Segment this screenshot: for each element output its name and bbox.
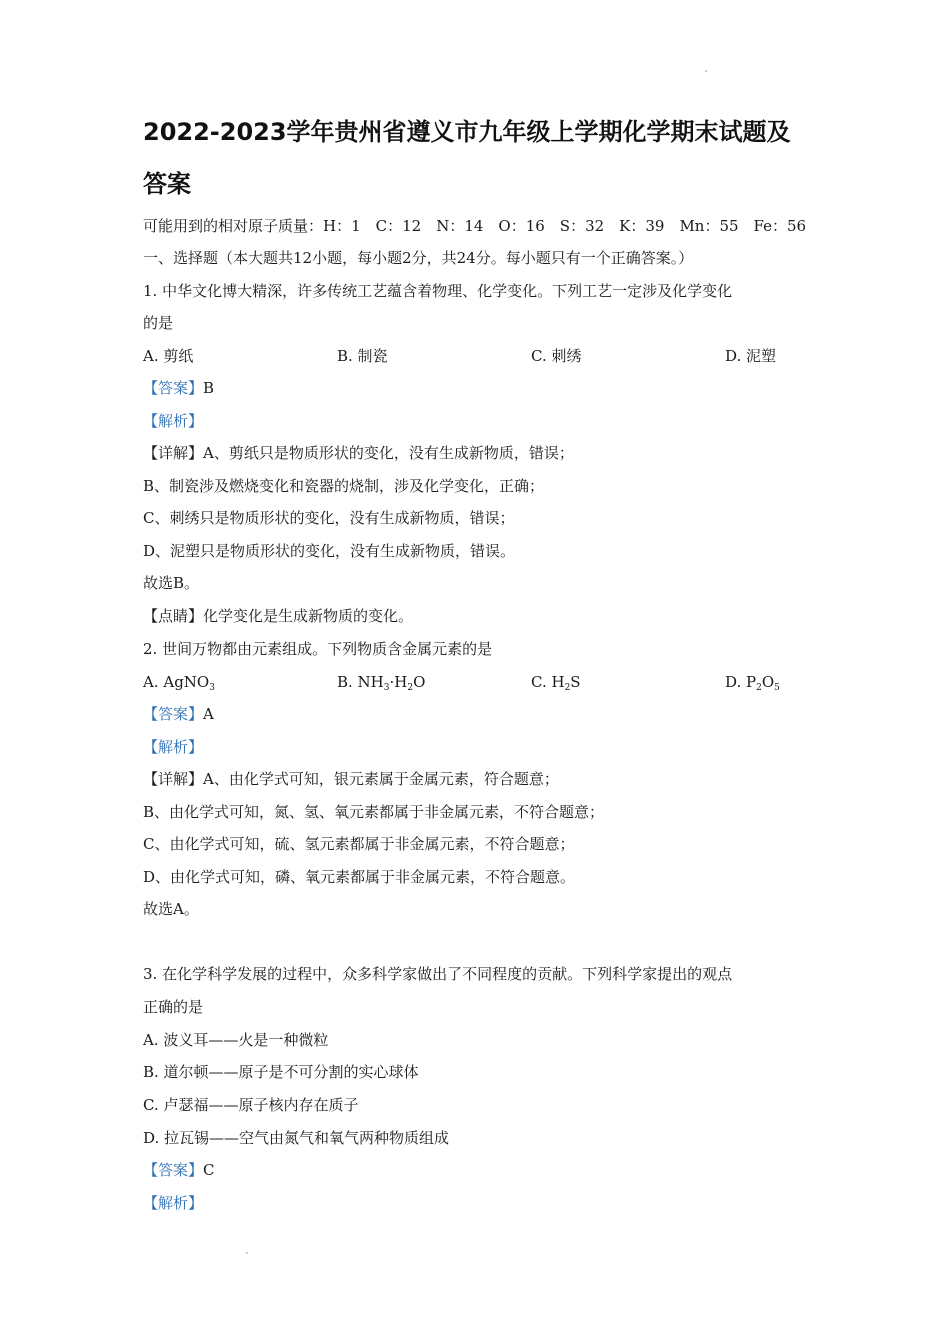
- q2-detail-a-text: A、由化学式可知，银元素属于金属元素，符合题意；: [203, 770, 559, 788]
- q2-conclusion: 故选A。: [143, 900, 199, 918]
- q1-option-b: B. 制瓷: [337, 347, 388, 365]
- q1-comment-text: 化学变化是生成新物质的变化。: [203, 607, 414, 625]
- document-title: [143, 106, 823, 210]
- q2-option-a-text: A. AgNO: [143, 673, 210, 691]
- analysis-label: 【解析】: [143, 1194, 204, 1212]
- q2-answer-value: A: [203, 705, 214, 723]
- q2-detail-d: D、由化学式可知，磷、氧元素都属于非金属元素，不符合题意。: [143, 868, 576, 886]
- analysis-label: 【解析】: [143, 412, 204, 430]
- q1-analysis: [143, 411, 823, 431]
- q1-conclusion: 故选B。: [143, 574, 200, 592]
- q3-option-b: B. 道尔顿——原子是不可分割的实心球体: [143, 1063, 419, 1081]
- q1-option-d: D. 泥塑: [725, 347, 777, 365]
- q2-option-c-text: C. H: [531, 673, 565, 691]
- q3-option-c: C. 卢瑟福——原子核内存在质子: [143, 1096, 359, 1114]
- subscript: 5: [774, 683, 780, 693]
- q3-option-a: A. 波义耳——火是一种微粒: [143, 1031, 329, 1049]
- detail-label: 【详解】: [143, 770, 204, 788]
- answer-label: 【答案】: [143, 379, 204, 397]
- q1-detail-a: [143, 443, 823, 463]
- q2-detail-b: B、由化学式可知，氮、氢、氧元素都属于非金属元素，不符合题意；: [143, 803, 605, 821]
- analysis-label: 【解析】: [143, 738, 204, 756]
- q3-stem-line-2: 正确的是: [143, 998, 204, 1016]
- title-line-2: 答案: [143, 170, 191, 198]
- q2-option-d: [725, 672, 780, 692]
- comment-label: 【点睛】: [143, 607, 204, 625]
- q2-option-d-mid: O: [761, 673, 775, 691]
- q1-stem-line-2: 的是: [143, 314, 174, 332]
- atomic-masses: 可能用到的相对原子质量：H：1 C：12 N：14 O：16 S：32 K：39 Mn：55 Fe：56: [143, 217, 807, 235]
- q1-answer: [143, 378, 823, 398]
- q1-answer-value: B: [203, 379, 215, 397]
- q2-option-b: [337, 672, 425, 692]
- detail-label: 【详解】: [143, 444, 204, 462]
- subscript: 3: [383, 683, 390, 693]
- q1-stem-line-1: 1. 中华文化博大精深，许多传统工艺蕴含着物理、化学变化。下列工艺一定涉及化学变化: [143, 282, 733, 300]
- q3-stem-line-1: 3. 在化学科学发展的过程中，众多科学家做出了不同程度的贡献。下列科学家提出的观点: [143, 965, 733, 983]
- scan-speck: [705, 70, 707, 72]
- q3-analysis: [143, 1193, 823, 1213]
- q1-option-c: C. 刺绣: [531, 347, 582, 365]
- subscript: 2: [564, 683, 571, 693]
- q2-option-b-text: B. NH: [337, 673, 384, 691]
- section-heading: 一、选择题（本大题共12小题，每小题2分，共24分。每小题只有一个正确答案。）: [143, 249, 694, 267]
- q2-detail-c: C、由化学式可知，硫、氢元素都属于非金属元素，不符合题意；: [143, 835, 575, 853]
- q1-detail-a-text: A、剪纸只是物质形状的变化，没有生成新物质，错误；: [203, 444, 574, 462]
- q2-option-c-end: S: [570, 673, 581, 691]
- q3-answer: [143, 1160, 823, 1180]
- q2-option-c: [531, 672, 581, 692]
- scan-speck: [246, 1252, 248, 1254]
- q3-option-d: D. 拉瓦锡——空气由氮气和氧气两种物质组成: [143, 1129, 450, 1147]
- q2-analysis: [143, 737, 823, 757]
- q1-option-a: A. 剪纸: [143, 347, 194, 365]
- q2-option-b-end: O: [413, 673, 426, 691]
- q2-option-b-mid: ·H: [389, 673, 408, 691]
- q2-stem: 2. 世间万物都由元素组成。下列物质含金属元素的是: [143, 640, 493, 658]
- title-line-1: 2022-2023学年贵州省遵义市九年级上学期化学期末试题及: [143, 118, 791, 146]
- answer-label: 【答案】: [143, 1161, 204, 1179]
- q1-comment: [143, 606, 823, 626]
- q3-answer-value: C: [203, 1161, 215, 1179]
- q2-detail-a: [143, 769, 823, 789]
- q2-option-d-text: D. P: [725, 673, 757, 691]
- subscript: 2: [756, 683, 762, 693]
- subscript: 3: [209, 683, 215, 693]
- subscript: 2: [407, 683, 414, 693]
- q1-detail-d: D、泥塑只是物质形状的变化，没有生成新物质，错误。: [143, 542, 516, 560]
- q1-detail-b: B、制瓷涉及燃烧变化和瓷器的烧制，涉及化学变化，正确；: [143, 477, 545, 495]
- q2-answer: [143, 704, 823, 724]
- answer-label: 【答案】: [143, 705, 204, 723]
- q2-option-a: [143, 672, 215, 692]
- q1-detail-c: C、刺绣只是物质形状的变化，没有生成新物质，错误；: [143, 509, 515, 527]
